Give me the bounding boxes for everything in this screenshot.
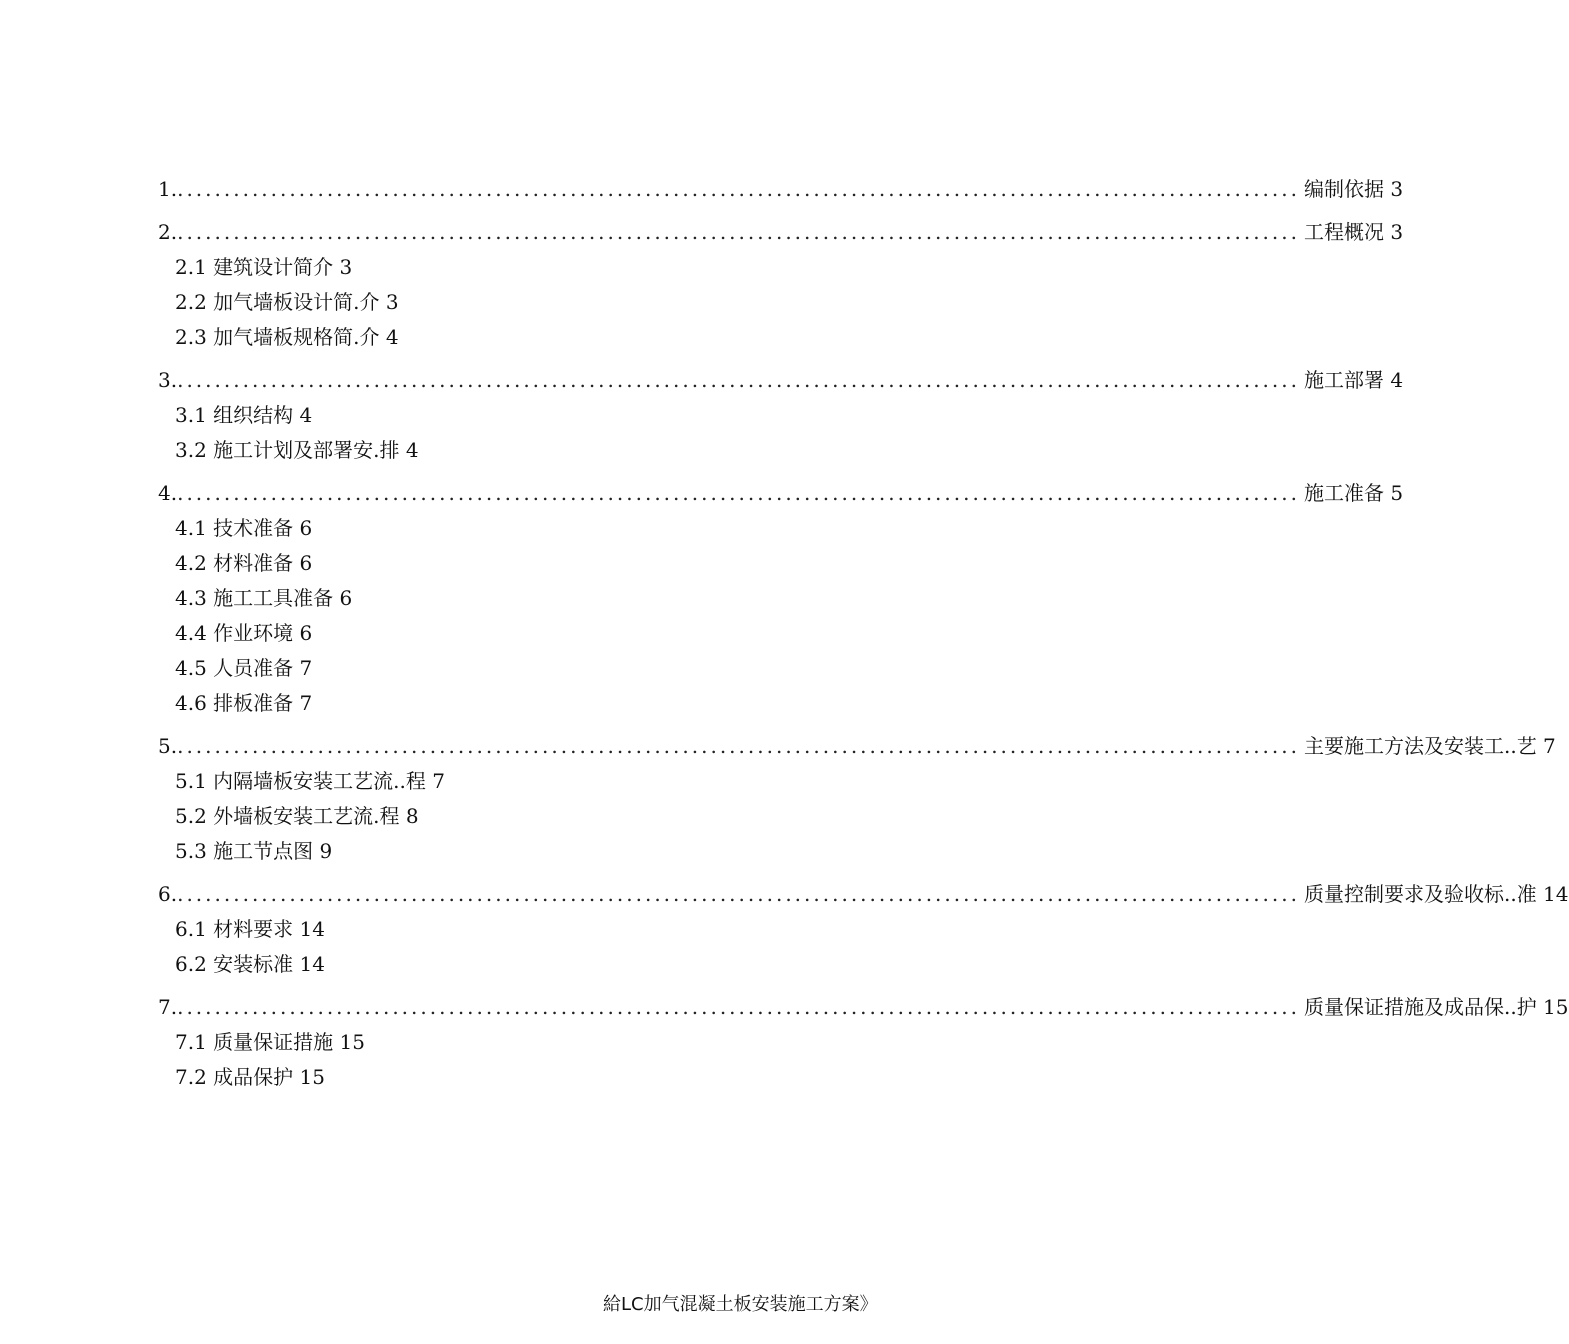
toc-entry[interactable] xyxy=(158,476,1404,511)
toc-subentry[interactable]: 4.6 排板准备 7 xyxy=(175,691,313,715)
toc-entry-title: 质量控制要求及验收标..准 14 xyxy=(1303,882,1569,906)
toc-subentry[interactable]: 6.1 材料要求 14 xyxy=(175,917,325,941)
toc-entry-title: 施工准备 5 xyxy=(1303,481,1404,505)
toc-entry[interactable] xyxy=(158,990,1569,1025)
toc-entry-number: 5. xyxy=(158,734,178,758)
toc-entry[interactable] xyxy=(158,172,1404,207)
toc-entry-title: 施工部署 4 xyxy=(1303,368,1404,392)
toc-subentry[interactable]: 5.1 内隔墙板安装工艺流..程 7 xyxy=(175,769,445,793)
toc-subentry[interactable]: 2.1 建筑设计简介 3 xyxy=(175,255,353,279)
toc-entry[interactable] xyxy=(158,363,1404,398)
toc-subentry[interactable]: 5.3 施工节点图 9 xyxy=(175,839,333,863)
toc-entry-number: 2. xyxy=(158,220,178,244)
toc-entry-number: 6. xyxy=(158,882,178,906)
toc-subentry[interactable]: 5.2 外墙板安装工艺流.程 8 xyxy=(175,804,419,828)
toc-subentry[interactable]: 4.4 作业环境 6 xyxy=(175,621,313,645)
toc-leader-dots: ........................................................................................................................ xyxy=(177,177,1300,201)
toc-entry-number: 4. xyxy=(158,481,178,505)
toc-entry-number: 1. xyxy=(158,177,178,201)
footer-title: 給LC加气混凝土板安装施工方案》 xyxy=(603,1294,878,1315)
toc-entry-number: 7. xyxy=(158,995,178,1019)
toc-leader-dots: ........................................................................................................................ xyxy=(177,481,1300,505)
toc-subentry[interactable]: 6.2 安装标准 14 xyxy=(175,952,325,976)
toc-subentry[interactable]: 3.1 组织结构 4 xyxy=(175,403,313,427)
toc-subentry[interactable]: 2.2 加气墙板设计简.介 3 xyxy=(175,290,399,314)
toc-leader-dots: ........................................................................................................................ xyxy=(177,995,1300,1019)
toc-entry-title: 工程概况 3 xyxy=(1303,220,1404,244)
toc-leader-dots: ........................................................................................................................ xyxy=(177,734,1300,758)
toc-subentry[interactable]: 7.2 成品保护 15 xyxy=(175,1065,325,1089)
toc-entry[interactable] xyxy=(158,729,1556,764)
toc-subentry[interactable]: 4.1 技术准备 6 xyxy=(175,516,313,540)
toc-leader-dots: ........................................................................................................................ xyxy=(177,220,1300,244)
toc-entry-number: 3. xyxy=(158,368,178,392)
table-of-contents xyxy=(158,172,1569,1095)
toc-entry-title: 主要施工方法及安装工..艺 7 xyxy=(1303,734,1556,758)
toc-leader-dots: ........................................................................................................................ xyxy=(177,882,1300,906)
toc-subentry[interactable]: 7.1 质量保证措施 15 xyxy=(175,1030,365,1054)
toc-entry[interactable] xyxy=(158,215,1404,250)
toc-leader-dots: ........................................................................................................................ xyxy=(177,368,1300,392)
toc-subentry[interactable]: 4.2 材料准备 6 xyxy=(175,551,313,575)
toc-entry-title: 编制依据 3 xyxy=(1303,177,1404,201)
toc-subentry[interactable]: 3.2 施工计划及部署安.排 4 xyxy=(175,438,419,462)
toc-subentry[interactable]: 4.5 人员准备 7 xyxy=(175,656,313,680)
toc-subentry[interactable]: 2.3 加气墙板规格简.介 4 xyxy=(175,325,399,349)
toc-entry-title: 质量保证措施及成品保..护 15 xyxy=(1303,995,1569,1019)
toc-entry[interactable] xyxy=(158,877,1569,912)
toc-subentry[interactable]: 4.3 施工工具准备 6 xyxy=(175,586,353,610)
